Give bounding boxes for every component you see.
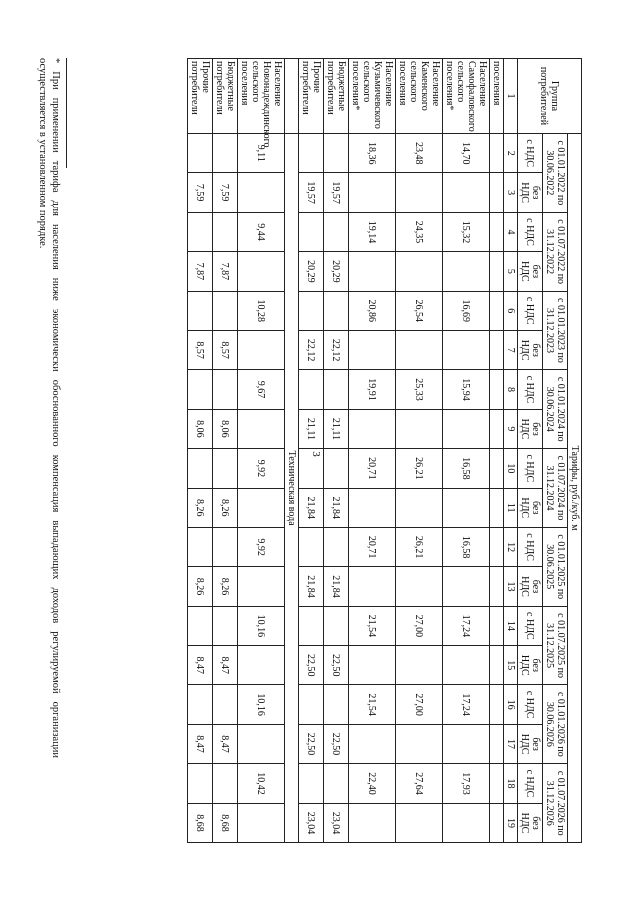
column-number-cell: 13 bbox=[504, 567, 518, 606]
value-cell: 17,93 bbox=[443, 764, 490, 803]
value-cell bbox=[188, 449, 213, 488]
value-cell bbox=[238, 724, 285, 763]
table-row bbox=[213, 59, 238, 843]
value-cell bbox=[213, 449, 238, 488]
value-cell: 9,67 bbox=[238, 370, 285, 409]
value-cell: 8,57 bbox=[188, 330, 213, 369]
period-header-cell: с 01.01.2022 по 30.06.2022 bbox=[543, 134, 568, 213]
value-cell: 8,47 bbox=[188, 724, 213, 763]
value-cell bbox=[324, 764, 349, 803]
value-cell: 9,92 bbox=[238, 449, 285, 488]
value-cell: 8,26 bbox=[188, 488, 213, 527]
group-cell: поселения bbox=[490, 59, 504, 134]
value-cell: 8,26 bbox=[213, 488, 238, 527]
vat-with-cell: с НДС bbox=[518, 764, 543, 803]
value-cell bbox=[238, 567, 285, 606]
table-row bbox=[299, 59, 324, 843]
period-header-cell: с 01.07.2026 по 31.12.2026 bbox=[543, 764, 568, 843]
value-cell: 19,57 bbox=[324, 173, 349, 212]
value-cell: 8,57 bbox=[213, 330, 238, 369]
value-cell: 16,69 bbox=[443, 291, 490, 330]
value-cell: 26,54 bbox=[396, 291, 443, 330]
vat-without-cell: без НДС bbox=[518, 173, 543, 212]
value-cell bbox=[349, 488, 396, 527]
column-number-cell: 18 bbox=[504, 764, 518, 803]
column-number-cell: 4 bbox=[504, 212, 518, 251]
column-number-cell: 8 bbox=[504, 370, 518, 409]
value-cell bbox=[213, 291, 238, 330]
value-cell bbox=[490, 646, 504, 685]
vat-with-cell: с НДС bbox=[518, 449, 543, 488]
value-cell bbox=[238, 803, 285, 843]
column-number-cell: 10 bbox=[504, 449, 518, 488]
table-row bbox=[443, 59, 490, 843]
group-cell: Бюджетные потребители bbox=[324, 59, 349, 134]
vat-without-cell: без НДС bbox=[518, 330, 543, 369]
value-cell bbox=[490, 449, 504, 488]
vat-without-cell: без НДС bbox=[518, 488, 543, 527]
value-cell: 9,44 bbox=[238, 212, 285, 251]
value-cell bbox=[396, 803, 443, 843]
column-number-cell: 9 bbox=[504, 409, 518, 448]
value-cell: 8,26 bbox=[213, 567, 238, 606]
vat-without-cell: без НДС bbox=[518, 646, 543, 685]
value-cell: 21,54 bbox=[349, 606, 396, 645]
value-cell: 8,68 bbox=[213, 803, 238, 843]
value-cell: 7,87 bbox=[213, 252, 238, 291]
value-cell: 10,28 bbox=[238, 291, 285, 330]
value-cell: 20,29 bbox=[299, 252, 324, 291]
table-row bbox=[238, 59, 285, 843]
column-number-cell: 1 bbox=[504, 59, 518, 134]
value-cell bbox=[490, 252, 504, 291]
group-cell: Прочие потребители bbox=[188, 59, 213, 134]
group-cell: Прочие потребители bbox=[299, 59, 324, 134]
value-cell bbox=[396, 488, 443, 527]
value-cell: 22,12 bbox=[324, 330, 349, 369]
value-cell bbox=[299, 134, 324, 173]
value-cell bbox=[349, 330, 396, 369]
value-cell bbox=[490, 212, 504, 251]
table-row bbox=[490, 59, 504, 843]
value-cell: 23,04 bbox=[324, 803, 349, 843]
value-cell bbox=[490, 567, 504, 606]
value-cell: 20,71 bbox=[349, 527, 396, 566]
value-cell bbox=[490, 488, 504, 527]
value-cell bbox=[396, 724, 443, 763]
value-cell bbox=[188, 134, 213, 173]
value-cell: 22,50 bbox=[299, 724, 324, 763]
vat-with-cell: с НДС bbox=[518, 606, 543, 645]
vat-with-cell: с НДС bbox=[518, 134, 543, 173]
vat-with-cell: с НДС bbox=[518, 685, 543, 724]
value-cell bbox=[324, 685, 349, 724]
table-row bbox=[324, 59, 349, 843]
value-cell bbox=[349, 252, 396, 291]
value-cell: 19,57 bbox=[299, 173, 324, 212]
page-number: 3 bbox=[310, 451, 322, 457]
value-cell bbox=[238, 330, 285, 369]
table-row bbox=[188, 59, 213, 843]
value-cell: 8,47 bbox=[213, 646, 238, 685]
value-cell bbox=[238, 173, 285, 212]
value-cell bbox=[396, 567, 443, 606]
value-cell bbox=[213, 764, 238, 803]
value-cell: 21,84 bbox=[324, 488, 349, 527]
value-cell bbox=[490, 291, 504, 330]
column-number-cell: 11 bbox=[504, 488, 518, 527]
value-cell: 27,64 bbox=[396, 764, 443, 803]
column-number-cell: 3 bbox=[504, 173, 518, 212]
value-cell bbox=[238, 409, 285, 448]
value-cell: 22,40 bbox=[349, 764, 396, 803]
value-cell bbox=[396, 330, 443, 369]
vat-without-cell: без НДС bbox=[518, 567, 543, 606]
value-cell bbox=[188, 606, 213, 645]
value-cell: 10,16 bbox=[238, 606, 285, 645]
vat-with-cell: с НДС bbox=[518, 291, 543, 330]
value-cell: 21,54 bbox=[349, 685, 396, 724]
value-cell bbox=[349, 646, 396, 685]
value-cell bbox=[324, 291, 349, 330]
value-cell: 18,36 bbox=[349, 134, 396, 173]
value-cell: 26,21 bbox=[396, 449, 443, 488]
value-cell: 21,11 bbox=[324, 409, 349, 448]
value-cell: 14,70 bbox=[443, 134, 490, 173]
value-cell: 25,33 bbox=[396, 370, 443, 409]
table-row bbox=[396, 59, 443, 843]
value-cell: 21,84 bbox=[299, 567, 324, 606]
column-number-cell: 19 bbox=[504, 803, 518, 843]
vat-without-cell: без НДС bbox=[518, 252, 543, 291]
value-cell bbox=[396, 646, 443, 685]
value-cell bbox=[324, 449, 349, 488]
value-cell: 10,16 bbox=[238, 685, 285, 724]
group-cell: Население Самофаловского сельского поселения* bbox=[443, 59, 490, 134]
column-number-cell: 17 bbox=[504, 724, 518, 763]
value-cell: 21,84 bbox=[324, 567, 349, 606]
value-cell bbox=[324, 527, 349, 566]
section-title-cell: Техническая вода bbox=[285, 134, 299, 843]
value-cell: 8,47 bbox=[213, 724, 238, 763]
value-cell bbox=[490, 527, 504, 566]
tariff-header-cell: Тарифы, руб./куб. м bbox=[568, 134, 582, 843]
column-number-cell: 12 bbox=[504, 527, 518, 566]
value-cell bbox=[490, 330, 504, 369]
column-number-cell: 7 bbox=[504, 330, 518, 369]
value-cell: 22,50 bbox=[299, 646, 324, 685]
value-cell: 20,86 bbox=[349, 291, 396, 330]
value-cell: 27,00 bbox=[396, 606, 443, 645]
value-cell: 15,32 bbox=[443, 212, 490, 251]
value-cell bbox=[349, 409, 396, 448]
value-cell bbox=[324, 212, 349, 251]
vat-with-cell: с НДС bbox=[518, 370, 543, 409]
value-cell: 24,35 bbox=[396, 212, 443, 251]
value-cell bbox=[396, 252, 443, 291]
period-header-row bbox=[543, 59, 568, 843]
value-cell bbox=[238, 252, 285, 291]
footnote-rule bbox=[66, 58, 67, 168]
footnote: * При применении тарифа для населения ниже экономически обоснованного компенсация выпадающих доходов регулируемой организации осуществляется в установленном порядке. bbox=[37, 58, 61, 758]
value-cell: 22,50 bbox=[324, 646, 349, 685]
value-cell: 19,91 bbox=[349, 370, 396, 409]
value-cell: 9,92 bbox=[238, 527, 285, 566]
column-number-cell: 14 bbox=[504, 606, 518, 645]
value-cell bbox=[299, 606, 324, 645]
value-cell bbox=[396, 409, 443, 448]
value-cell bbox=[443, 646, 490, 685]
value-cell: 26,21 bbox=[396, 527, 443, 566]
column-number-cell: 5 bbox=[504, 252, 518, 291]
table-row bbox=[349, 59, 396, 843]
column-number-cell: 6 bbox=[504, 291, 518, 330]
column-number-cell: 2 bbox=[504, 134, 518, 173]
period-header-cell: с 01.01.2025 по 30.06.2025 bbox=[543, 527, 568, 606]
value-cell bbox=[349, 803, 396, 843]
column-number-row bbox=[504, 59, 518, 843]
value-cell bbox=[299, 527, 324, 566]
value-cell: 8,06 bbox=[188, 409, 213, 448]
value-cell bbox=[490, 606, 504, 645]
period-header-cell: с 01.01.2026 по 30.06.2026 bbox=[543, 685, 568, 764]
value-cell: 17,24 bbox=[443, 606, 490, 645]
group-cell: Население Новонадеждинского сельского поселения bbox=[238, 59, 285, 134]
value-cell bbox=[443, 724, 490, 763]
value-cell bbox=[443, 252, 490, 291]
value-cell bbox=[213, 527, 238, 566]
vat-with-cell: с НДС bbox=[518, 527, 543, 566]
value-cell bbox=[490, 173, 504, 212]
value-cell bbox=[490, 724, 504, 763]
value-cell bbox=[349, 173, 396, 212]
value-cell: 22,12 bbox=[299, 330, 324, 369]
value-cell bbox=[443, 567, 490, 606]
value-cell bbox=[213, 370, 238, 409]
value-cell: 20,71 bbox=[349, 449, 396, 488]
value-cell bbox=[349, 724, 396, 763]
value-cell: 21,84 bbox=[299, 488, 324, 527]
value-cell bbox=[490, 134, 504, 173]
value-cell bbox=[324, 370, 349, 409]
value-cell: 22,50 bbox=[324, 724, 349, 763]
value-cell: 23,48 bbox=[396, 134, 443, 173]
value-cell: 15,94 bbox=[443, 370, 490, 409]
period-header-cell: с 01.07.2025 по 31.12.2025 bbox=[543, 606, 568, 685]
value-cell: 21,11 bbox=[299, 409, 324, 448]
value-cell bbox=[238, 646, 285, 685]
value-cell bbox=[299, 449, 324, 488]
group-cell: Бюджетные потребители bbox=[213, 59, 238, 134]
value-cell bbox=[299, 212, 324, 251]
value-cell: 7,87 bbox=[188, 252, 213, 291]
value-cell bbox=[349, 567, 396, 606]
value-cell bbox=[443, 173, 490, 212]
value-cell: 16,58 bbox=[443, 449, 490, 488]
period-header-cell: с 01.01.2024 по 30.06.2024 bbox=[543, 370, 568, 449]
tariff-table bbox=[187, 58, 582, 843]
value-cell bbox=[238, 488, 285, 527]
group-cell: Население Кузьмичевского сельского поселения* bbox=[349, 59, 396, 134]
value-cell bbox=[188, 370, 213, 409]
period-header-cell: с 01.01.2023 по 31.12.2023 bbox=[543, 291, 568, 370]
value-cell bbox=[188, 212, 213, 251]
value-cell bbox=[188, 527, 213, 566]
value-cell: 7,59 bbox=[188, 173, 213, 212]
value-cell bbox=[490, 803, 504, 843]
vat-without-cell: без НДС bbox=[518, 803, 543, 843]
header-row bbox=[568, 59, 582, 843]
value-cell bbox=[490, 764, 504, 803]
value-cell bbox=[299, 370, 324, 409]
value-cell: 7,59 bbox=[213, 173, 238, 212]
value-cell bbox=[213, 212, 238, 251]
column-number-cell: 15 bbox=[504, 646, 518, 685]
value-cell bbox=[188, 685, 213, 724]
vat-with-cell: с НДС bbox=[518, 212, 543, 251]
value-cell bbox=[443, 803, 490, 843]
value-cell: 19,14 bbox=[349, 212, 396, 251]
value-cell bbox=[213, 606, 238, 645]
value-cell: 9,11 bbox=[238, 134, 285, 173]
value-cell: 8,68 bbox=[188, 803, 213, 843]
value-cell bbox=[443, 409, 490, 448]
value-cell: 10,42 bbox=[238, 764, 285, 803]
value-cell: 20,29 bbox=[324, 252, 349, 291]
value-cell bbox=[324, 606, 349, 645]
value-cell bbox=[443, 488, 490, 527]
value-cell bbox=[299, 685, 324, 724]
value-cell bbox=[443, 330, 490, 369]
value-cell bbox=[188, 764, 213, 803]
value-cell: 23,04 bbox=[299, 803, 324, 843]
section-row bbox=[285, 59, 299, 843]
section-left-cell bbox=[285, 59, 299, 134]
value-cell bbox=[299, 764, 324, 803]
period-header-cell: с 01.07.2022 по 31.12.2022 bbox=[543, 212, 568, 291]
value-cell bbox=[188, 291, 213, 330]
value-cell bbox=[213, 134, 238, 173]
vat-without-cell: без НДС bbox=[518, 724, 543, 763]
value-cell: 27,00 bbox=[396, 685, 443, 724]
vat-header-row bbox=[518, 59, 543, 843]
value-cell bbox=[324, 134, 349, 173]
value-cell: 8,06 bbox=[213, 409, 238, 448]
value-cell: 17,24 bbox=[443, 685, 490, 724]
value-cell bbox=[490, 409, 504, 448]
value-cell bbox=[213, 685, 238, 724]
value-cell bbox=[490, 370, 504, 409]
value-cell bbox=[396, 173, 443, 212]
value-cell bbox=[299, 291, 324, 330]
group-header-cell: Группа потребителей bbox=[518, 59, 582, 134]
vat-without-cell: без НДС bbox=[518, 409, 543, 448]
column-number-cell: 16 bbox=[504, 685, 518, 724]
value-cell: 16,58 bbox=[443, 527, 490, 566]
group-cell: Население Каменского сельского поселения bbox=[396, 59, 443, 134]
period-header-cell: с 01.07.2024 по 31.12.2024 bbox=[543, 449, 568, 528]
value-cell: 8,47 bbox=[188, 646, 213, 685]
value-cell bbox=[490, 685, 504, 724]
value-cell: 8,26 bbox=[188, 567, 213, 606]
